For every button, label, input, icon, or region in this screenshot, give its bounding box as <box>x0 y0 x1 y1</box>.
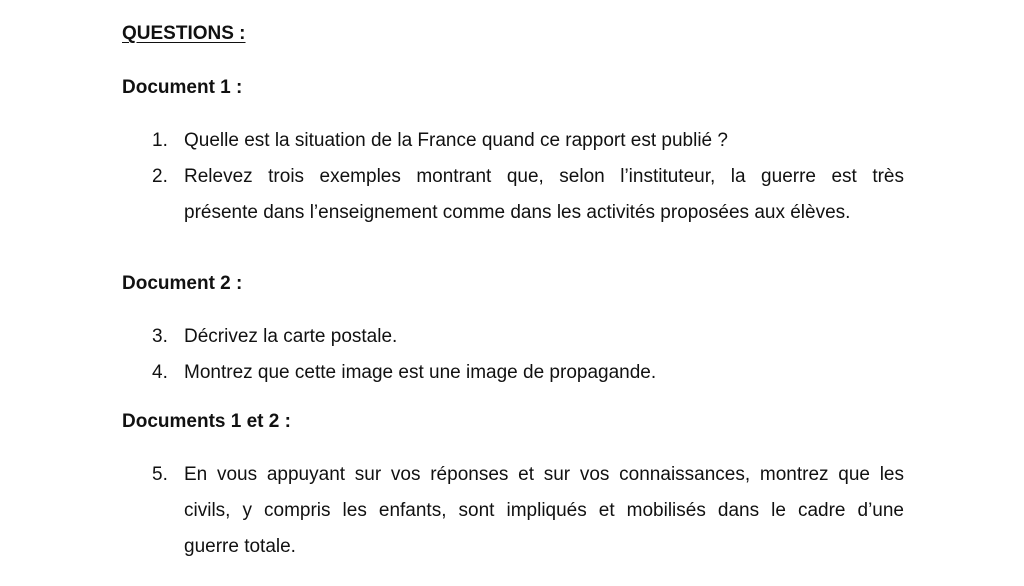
section-heading-documents-1-and-2: Documents 1 et 2 : <box>122 411 291 432</box>
question-3-line-1: Décrivez la carte postale. <box>184 326 398 347</box>
section-heading-document-1: Document 1 : <box>122 77 243 98</box>
question-5-line-2: civils, y compris les enfants, sont impliqués et mobilisés dans le cadre d’une <box>184 500 904 521</box>
section-heading-document-2: Document 2 : <box>122 273 243 294</box>
question-number-5: 5. <box>152 464 168 485</box>
question-number-3: 3. <box>152 326 168 347</box>
question-1-line-1: Quelle est la situation de la France quand ce rapport est publié ? <box>184 130 728 151</box>
question-4-line-1: Montrez que cette image est une image de propagande. <box>184 362 657 383</box>
question-number-2: 2. <box>152 166 168 187</box>
question-number-1: 1. <box>152 130 168 151</box>
question-5-line-1: En vous appuyant sur vos réponses et sur vos connaissances, montrez que les <box>184 464 904 485</box>
question-5-line-3: guerre totale. <box>184 536 296 557</box>
question-2-line-2: présente dans l’enseignement comme dans les activités proposées aux élèves. <box>184 202 851 223</box>
page-title: QUESTIONS : <box>122 23 246 44</box>
question-2-line-1: Relevez trois exemples montrant que, selon l’instituteur, la guerre est très <box>184 166 904 187</box>
question-number-4: 4. <box>152 362 168 383</box>
